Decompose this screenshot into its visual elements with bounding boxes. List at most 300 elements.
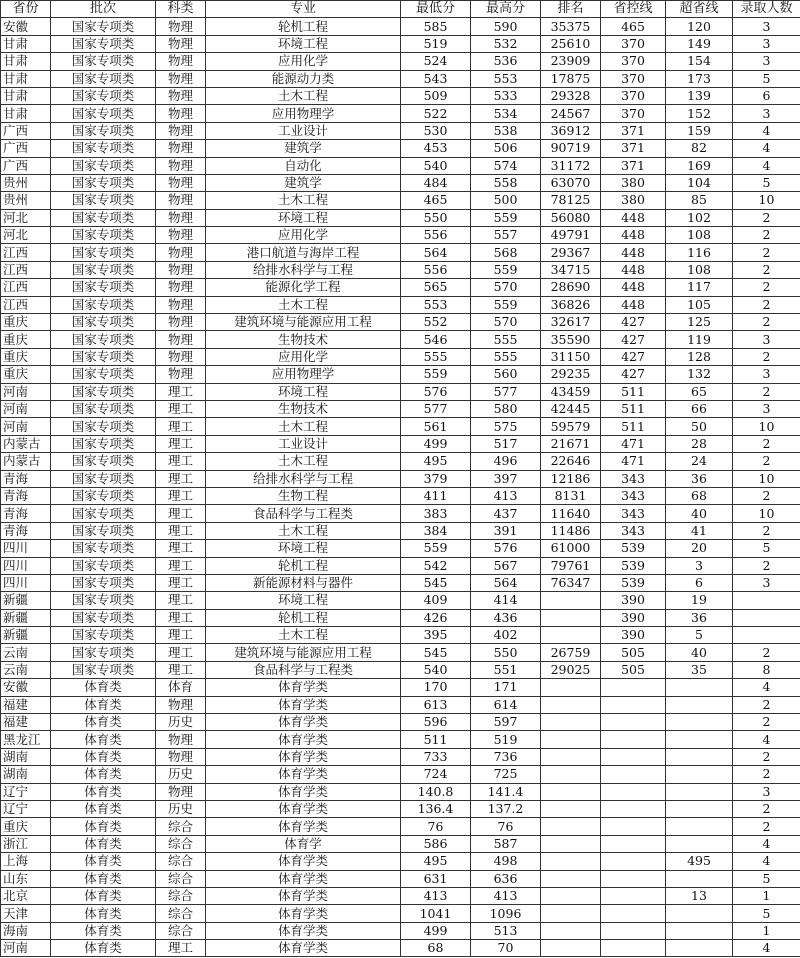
cell-control-line: 371 <box>601 122 666 139</box>
cell-major: 轮机工程 <box>206 609 401 626</box>
cell-min-score: 524 <box>401 53 471 70</box>
cell-min-score: 565 <box>401 279 471 296</box>
cell-admitted-count: 3 <box>733 105 800 122</box>
cell-subject: 物理 <box>156 174 206 191</box>
cell-over-line: 132 <box>666 366 733 383</box>
cell-admitted-count: 3 <box>733 366 800 383</box>
cell-admitted-count: 3 <box>733 35 800 52</box>
cell-major: 体育学类 <box>206 696 401 713</box>
table-row <box>1 679 800 696</box>
cell-over-line <box>666 835 733 852</box>
cell-major: 体育学类 <box>206 887 401 904</box>
cell-major: 应用物理学 <box>206 366 401 383</box>
header-province: 省份 <box>1 1 51 18</box>
cell-admitted-count: 2 <box>733 644 800 661</box>
cell-province: 河南 <box>1 940 51 957</box>
cell-max-score: 533 <box>471 87 541 104</box>
cell-batch: 体育类 <box>51 853 156 870</box>
cell-batch: 国家专项类 <box>51 279 156 296</box>
cell-rank <box>541 922 601 939</box>
cell-over-line <box>666 731 733 748</box>
cell-major: 土木工程 <box>206 522 401 539</box>
table-row <box>1 418 800 435</box>
cell-min-score: 546 <box>401 331 471 348</box>
cell-province: 甘肃 <box>1 35 51 52</box>
cell-subject: 体育 <box>156 679 206 696</box>
cell-over-line: 104 <box>666 174 733 191</box>
cell-batch: 体育类 <box>51 714 156 731</box>
cell-admitted-count: 5 <box>733 905 800 922</box>
cell-max-score: 574 <box>471 157 541 174</box>
cell-admitted-count: 2 <box>733 522 800 539</box>
cell-max-score: 559 <box>471 261 541 278</box>
cell-province: 湖南 <box>1 766 51 783</box>
table-row <box>1 853 800 870</box>
cell-batch: 国家专项类 <box>51 314 156 331</box>
cell-max-score: 590 <box>471 18 541 35</box>
cell-rank <box>541 748 601 765</box>
cell-admitted-count: 2 <box>733 766 800 783</box>
cell-rank: 61000 <box>541 540 601 557</box>
cell-max-score: 517 <box>471 435 541 452</box>
table-row <box>1 505 800 522</box>
table-row <box>1 835 800 852</box>
table-row <box>1 296 800 313</box>
cell-over-line: 5 <box>666 627 733 644</box>
cell-rank <box>541 592 601 609</box>
cell-admitted-count: 10 <box>733 505 800 522</box>
cell-rank: 79761 <box>541 557 601 574</box>
cell-admitted-count: 3 <box>733 574 800 591</box>
cell-major: 给排水科学与工程 <box>206 261 401 278</box>
cell-major: 体育学类 <box>206 818 401 835</box>
cell-province: 广西 <box>1 140 51 157</box>
cell-admitted-count: 4 <box>733 940 800 957</box>
table-row <box>1 644 800 661</box>
cell-province: 福建 <box>1 696 51 713</box>
cell-admitted-count: 1 <box>733 887 800 904</box>
cell-over-line <box>666 818 733 835</box>
cell-subject: 物理 <box>156 87 206 104</box>
cell-max-score: 725 <box>471 766 541 783</box>
cell-major: 建筑环境与能源应用工程 <box>206 314 401 331</box>
cell-max-score: 577 <box>471 383 541 400</box>
cell-batch: 国家专项类 <box>51 487 156 504</box>
table-row <box>1 731 800 748</box>
cell-major: 自动化 <box>206 157 401 174</box>
cell-major: 体育学类 <box>206 870 401 887</box>
cell-subject: 理工 <box>156 400 206 417</box>
header-max-score: 最高分 <box>471 1 541 18</box>
cell-max-score: 636 <box>471 870 541 887</box>
cell-control-line <box>601 905 666 922</box>
cell-major: 环境工程 <box>206 35 401 52</box>
cell-min-score: 577 <box>401 400 471 417</box>
cell-min-score: 484 <box>401 174 471 191</box>
cell-subject: 物理 <box>156 53 206 70</box>
cell-batch: 国家专项类 <box>51 470 156 487</box>
cell-min-score: 559 <box>401 366 471 383</box>
cell-rank <box>541 783 601 800</box>
table-row <box>1 905 800 922</box>
cell-over-line: 41 <box>666 522 733 539</box>
cell-admitted-count: 4 <box>733 140 800 157</box>
cell-over-line: 128 <box>666 348 733 365</box>
cell-major: 食品科学与工程类 <box>206 661 401 678</box>
cell-subject: 历史 <box>156 800 206 817</box>
cell-province: 青海 <box>1 487 51 504</box>
cell-batch: 国家专项类 <box>51 400 156 417</box>
cell-batch: 国家专项类 <box>51 644 156 661</box>
cell-batch: 国家专项类 <box>51 609 156 626</box>
cell-rank: 42445 <box>541 400 601 417</box>
cell-admitted-count: 10 <box>733 418 800 435</box>
cell-batch: 国家专项类 <box>51 70 156 87</box>
cell-rank: 43459 <box>541 383 601 400</box>
cell-rank: 11640 <box>541 505 601 522</box>
cell-max-score: 391 <box>471 522 541 539</box>
cell-over-line <box>666 679 733 696</box>
cell-major: 体育学类 <box>206 766 401 783</box>
cell-min-score: 426 <box>401 609 471 626</box>
cell-min-score: 384 <box>401 522 471 539</box>
cell-min-score: 542 <box>401 557 471 574</box>
cell-rank <box>541 731 601 748</box>
cell-major: 应用化学 <box>206 348 401 365</box>
cell-min-score: 1041 <box>401 905 471 922</box>
cell-subject: 物理 <box>156 70 206 87</box>
table-row <box>1 627 800 644</box>
cell-major: 环境工程 <box>206 209 401 226</box>
cell-province: 内蒙古 <box>1 453 51 470</box>
cell-subject: 综合 <box>156 835 206 852</box>
cell-control-line: 427 <box>601 314 666 331</box>
table-row <box>1 453 800 470</box>
cell-major: 环境工程 <box>206 383 401 400</box>
cell-over-line: 40 <box>666 505 733 522</box>
cell-control-line: 343 <box>601 505 666 522</box>
cell-control-line <box>601 783 666 800</box>
cell-rank: 76347 <box>541 574 601 591</box>
cell-province: 浙江 <box>1 835 51 852</box>
cell-control-line: 370 <box>601 53 666 70</box>
cell-control-line: 371 <box>601 140 666 157</box>
cell-subject: 历史 <box>156 766 206 783</box>
cell-over-line: 154 <box>666 53 733 70</box>
cell-subject: 物理 <box>156 696 206 713</box>
cell-over-line: 35 <box>666 661 733 678</box>
table-row <box>1 522 800 539</box>
cell-over-line: 40 <box>666 644 733 661</box>
header-admitted-count: 录取人数 <box>733 1 800 18</box>
cell-subject: 理工 <box>156 453 206 470</box>
cell-admitted-count <box>733 609 800 626</box>
cell-control-line: 539 <box>601 557 666 574</box>
cell-major: 港口航道与海岸工程 <box>206 244 401 261</box>
cell-admitted-count: 4 <box>733 122 800 139</box>
cell-over-line: 119 <box>666 331 733 348</box>
cell-province: 江西 <box>1 261 51 278</box>
cell-max-score: 413 <box>471 887 541 904</box>
cell-province: 青海 <box>1 470 51 487</box>
cell-min-score: 76 <box>401 818 471 835</box>
cell-over-line <box>666 714 733 731</box>
cell-major: 土木工程 <box>206 296 401 313</box>
cell-admitted-count: 3 <box>733 400 800 417</box>
cell-min-score: 596 <box>401 714 471 731</box>
cell-max-score: 564 <box>471 574 541 591</box>
table-row <box>1 383 800 400</box>
cell-rank: 90719 <box>541 140 601 157</box>
cell-province: 天津 <box>1 905 51 922</box>
cell-control-line: 471 <box>601 453 666 470</box>
cell-over-line: 173 <box>666 70 733 87</box>
cell-control-line <box>601 940 666 957</box>
cell-admitted-count: 2 <box>733 279 800 296</box>
table-row <box>1 140 800 157</box>
cell-admitted-count <box>733 592 800 609</box>
table-row <box>1 487 800 504</box>
cell-subject: 理工 <box>156 644 206 661</box>
cell-over-line <box>666 870 733 887</box>
cell-rank <box>541 800 601 817</box>
cell-rank: 35590 <box>541 331 601 348</box>
cell-province: 河南 <box>1 418 51 435</box>
cell-over-line: 108 <box>666 261 733 278</box>
cell-province: 青海 <box>1 505 51 522</box>
cell-major: 土木工程 <box>206 87 401 104</box>
table-row <box>1 279 800 296</box>
table-row <box>1 35 800 52</box>
cell-province: 江西 <box>1 279 51 296</box>
cell-min-score: 453 <box>401 140 471 157</box>
cell-min-score: 556 <box>401 261 471 278</box>
cell-max-score: 568 <box>471 244 541 261</box>
cell-major: 土木工程 <box>206 627 401 644</box>
cell-batch: 国家专项类 <box>51 244 156 261</box>
cell-batch: 国家专项类 <box>51 453 156 470</box>
cell-batch: 体育类 <box>51 905 156 922</box>
cell-province: 贵州 <box>1 174 51 191</box>
cell-subject: 物理 <box>156 192 206 209</box>
cell-batch: 体育类 <box>51 679 156 696</box>
table-row <box>1 748 800 765</box>
cell-min-score: 140.8 <box>401 783 471 800</box>
cell-batch: 体育类 <box>51 818 156 835</box>
cell-over-line: 125 <box>666 314 733 331</box>
cell-rank <box>541 818 601 835</box>
cell-admitted-count: 2 <box>733 435 800 452</box>
cell-batch: 国家专项类 <box>51 383 156 400</box>
cell-over-line: 68 <box>666 487 733 504</box>
cell-min-score: 540 <box>401 661 471 678</box>
cell-batch: 国家专项类 <box>51 35 156 52</box>
header-over-line: 超省线 <box>666 1 733 18</box>
cell-control-line: 448 <box>601 227 666 244</box>
cell-batch: 国家专项类 <box>51 522 156 539</box>
cell-min-score: 465 <box>401 192 471 209</box>
cell-control-line: 343 <box>601 522 666 539</box>
cell-rank: 34715 <box>541 261 601 278</box>
cell-min-score: 559 <box>401 540 471 557</box>
cell-control-line: 511 <box>601 400 666 417</box>
table-row <box>1 400 800 417</box>
cell-min-score: 556 <box>401 227 471 244</box>
cell-batch: 国家专项类 <box>51 209 156 226</box>
cell-major: 应用化学 <box>206 227 401 244</box>
cell-admitted-count: 2 <box>733 261 800 278</box>
cell-max-score: 555 <box>471 348 541 365</box>
cell-max-score: 413 <box>471 487 541 504</box>
cell-subject: 物理 <box>156 227 206 244</box>
cell-control-line: 343 <box>601 487 666 504</box>
cell-batch: 体育类 <box>51 748 156 765</box>
cell-control-line: 511 <box>601 383 666 400</box>
cell-control-line: 370 <box>601 35 666 52</box>
table-row <box>1 574 800 591</box>
cell-admitted-count: 4 <box>733 679 800 696</box>
cell-max-score: 553 <box>471 70 541 87</box>
cell-min-score: 379 <box>401 470 471 487</box>
cell-major: 土木工程 <box>206 192 401 209</box>
cell-province: 辽宁 <box>1 800 51 817</box>
table-row <box>1 227 800 244</box>
cell-max-score: 597 <box>471 714 541 731</box>
cell-province: 河南 <box>1 383 51 400</box>
cell-admitted-count: 2 <box>733 314 800 331</box>
cell-major: 体育学类 <box>206 853 401 870</box>
cell-rank: 29025 <box>541 661 601 678</box>
cell-province: 甘肃 <box>1 87 51 104</box>
cell-batch: 国家专项类 <box>51 296 156 313</box>
cell-control-line <box>601 922 666 939</box>
cell-rank <box>541 853 601 870</box>
table-row <box>1 331 800 348</box>
cell-over-line: 85 <box>666 192 733 209</box>
cell-control-line: 390 <box>601 609 666 626</box>
table-row <box>1 766 800 783</box>
cell-batch: 国家专项类 <box>51 627 156 644</box>
cell-rank <box>541 940 601 957</box>
cell-over-line: 6 <box>666 574 733 591</box>
cell-min-score: 509 <box>401 87 471 104</box>
cell-province: 上海 <box>1 853 51 870</box>
cell-admitted-count: 3 <box>733 53 800 70</box>
cell-over-line <box>666 800 733 817</box>
cell-batch: 国家专项类 <box>51 592 156 609</box>
header-row <box>1 1 800 18</box>
table-row <box>1 157 800 174</box>
cell-admitted-count: 2 <box>733 800 800 817</box>
cell-control-line: 427 <box>601 331 666 348</box>
cell-batch: 国家专项类 <box>51 540 156 557</box>
cell-control-line: 343 <box>601 470 666 487</box>
cell-province: 新疆 <box>1 609 51 626</box>
cell-rank: 31172 <box>541 157 601 174</box>
table-row <box>1 783 800 800</box>
cell-province: 重庆 <box>1 331 51 348</box>
cell-min-score: 564 <box>401 244 471 261</box>
cell-admitted-count: 2 <box>733 209 800 226</box>
cell-admitted-count: 4 <box>733 835 800 852</box>
cell-control-line: 390 <box>601 592 666 609</box>
cell-subject: 理工 <box>156 418 206 435</box>
cell-subject: 理工 <box>156 661 206 678</box>
cell-rank <box>541 887 601 904</box>
cell-admitted-count: 5 <box>733 870 800 887</box>
cell-over-line: 152 <box>666 105 733 122</box>
cell-max-score: 137.2 <box>471 800 541 817</box>
cell-over-line: 50 <box>666 418 733 435</box>
table-row <box>1 609 800 626</box>
table-row <box>1 922 800 939</box>
table-row <box>1 557 800 574</box>
cell-province: 四川 <box>1 574 51 591</box>
cell-batch: 国家专项类 <box>51 18 156 35</box>
cell-province: 江西 <box>1 296 51 313</box>
cell-max-score: 560 <box>471 366 541 383</box>
cell-subject: 物理 <box>156 748 206 765</box>
cell-control-line: 448 <box>601 261 666 278</box>
cell-control-line: 448 <box>601 244 666 261</box>
cell-admitted-count: 1 <box>733 922 800 939</box>
header-control-line: 省控线 <box>601 1 666 18</box>
cell-province: 安徽 <box>1 679 51 696</box>
cell-batch: 国家专项类 <box>51 418 156 435</box>
cell-control-line <box>601 800 666 817</box>
cell-major: 体育学类 <box>206 748 401 765</box>
cell-max-score: 402 <box>471 627 541 644</box>
table-row <box>1 940 800 957</box>
cell-subject: 理工 <box>156 435 206 452</box>
cell-max-score: 570 <box>471 314 541 331</box>
cell-min-score: 499 <box>401 922 471 939</box>
cell-subject: 物理 <box>156 244 206 261</box>
cell-major: 体育学类 <box>206 679 401 696</box>
cell-major: 轮机工程 <box>206 557 401 574</box>
cell-major: 生物工程 <box>206 487 401 504</box>
cell-admitted-count: 5 <box>733 70 800 87</box>
cell-rank: 36912 <box>541 122 601 139</box>
cell-province: 广西 <box>1 157 51 174</box>
cell-rank: 49791 <box>541 227 601 244</box>
cell-admitted-count: 3 <box>733 18 800 35</box>
cell-control-line <box>601 748 666 765</box>
cell-max-score: 532 <box>471 35 541 52</box>
cell-over-line: 116 <box>666 244 733 261</box>
cell-max-score: 437 <box>471 505 541 522</box>
cell-min-score: 613 <box>401 696 471 713</box>
cell-admitted-count: 5 <box>733 540 800 557</box>
cell-control-line <box>601 766 666 783</box>
cell-batch: 国家专项类 <box>51 435 156 452</box>
cell-province: 广西 <box>1 122 51 139</box>
cell-max-score: 70 <box>471 940 541 957</box>
cell-control-line: 370 <box>601 87 666 104</box>
cell-control-line: 539 <box>601 540 666 557</box>
cell-rank: 56080 <box>541 209 601 226</box>
cell-control-line: 427 <box>601 348 666 365</box>
cell-subject: 物理 <box>156 105 206 122</box>
cell-province: 福建 <box>1 714 51 731</box>
cell-control-line <box>601 731 666 748</box>
cell-subject: 理工 <box>156 487 206 504</box>
cell-batch: 国家专项类 <box>51 366 156 383</box>
cell-major: 体育学类 <box>206 783 401 800</box>
table-row <box>1 122 800 139</box>
cell-admitted-count: 2 <box>733 227 800 244</box>
table-row <box>1 592 800 609</box>
